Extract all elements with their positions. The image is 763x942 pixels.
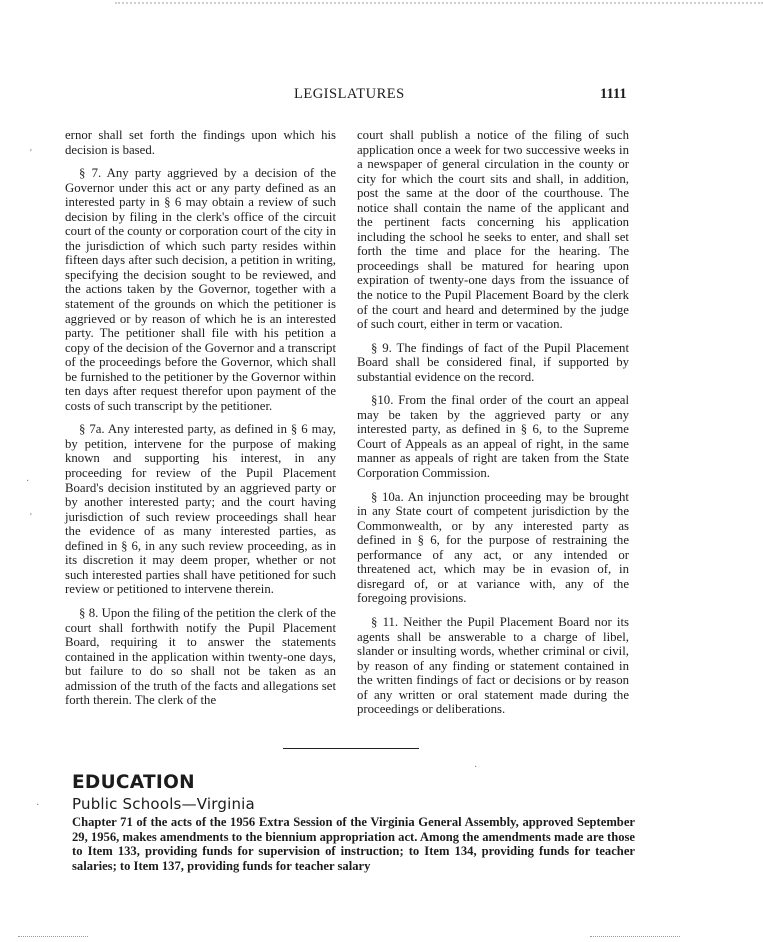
bottom-scan-mark xyxy=(590,936,680,937)
section-heading: EDUCATION xyxy=(72,772,195,793)
left-column xyxy=(65,128,336,717)
paragraph-section-10: §10. From the final order of the court an appeal may be taken by the aggrieved party or any interested party, as defined in § 6, to the Supreme Court of Appeals as an appeal of right, in the same manner as appeals of right are taken from the State Corporation Commission. xyxy=(357,393,629,481)
margin-speck: · xyxy=(474,762,478,773)
section-subheading: Public Schools—Virginia xyxy=(72,795,255,813)
paragraph-section-7a: § 7a. Any interested party, as defined in § 6 may, by petition, intervene for the purpose of making known and supporting his interest, in any proceeding for review of the Pupil Placement Board's decision instituted by an aggrieved party or by another interested party; and the court having jurisdiction of such review proceedings shall hear the evidence of as many interested parties, as defined in § 6, in any such review proceeding, as in its discretion it may deem proper, whether or not such interested parties shall have petitioned for such review or petitioned to intervene therein. xyxy=(65,422,336,597)
running-title: LEGISLATURES xyxy=(294,86,405,102)
paragraph-section-7: § 7. Any party aggrieved by a decision of the Governor under this act or any party defined as an interested party in § 6 may obtain a review of such decision by filing in the clerk's office of the circuit court of the county or corporation court of the city in the jurisdiction of which such party resides within fifteen days after such decision, a petition in writing, specifying the decision sought to be reviewed, and the actions taken by the Governor, together with a statement of the grounds on which the petitioner is aggrieved or by reason of which he is an interested party. The petitioner shall file with his petition a copy of the decision of the Governor and a transcript of the proceedings before the Governor, which shall be furnished to the petitioner by the Governor within ten days after request therefor upon payment of the costs of such transcript by the petitioner. xyxy=(65,166,336,413)
paragraph-section-8: § 8. Upon the filing of the petition the clerk of the court shall forthwith notify the Pupil Placement Board, requiring it to answer the statements contained in the application within twenty-one days, but failure to do so shall not be taken as an admission of the truth of the facts and allegations set forth therein. The clerk of the xyxy=(65,605,336,708)
bottom-scan-mark xyxy=(18,936,88,937)
running-header xyxy=(0,86,763,104)
paragraph-continued: ernor shall set forth the findings upon which his decision is based. xyxy=(65,128,336,157)
paragraph-section-11: § 11. Neither the Pupil Placement Board nor its agents shall be answerable to a charge of libel, slander or insulting words, whether criminal or civil, by reason of any finding or statement contained in the written findings of fact or decisions or by reason of any written or oral statement made during the proceedings or deliberations. xyxy=(357,614,629,717)
chapter-summary: Chapter 71 of the acts of the 1956 Extra Session of the Virginia General Assembly, approved September 29, 1956, makes amendments to the biennium appropriation act. Among the amendments made are those to Item 133, providing funds for supervision of instruction; to Item 134, providing funds for teacher salaries; to Item 137, providing funds for teacher salary xyxy=(72,815,635,873)
right-column xyxy=(357,128,629,726)
margin-speck: ' xyxy=(30,512,32,523)
page-number: 1111 xyxy=(600,86,627,102)
section-divider xyxy=(283,748,419,749)
margin-speck: · xyxy=(36,800,40,811)
margin-speck: ' xyxy=(30,148,32,159)
paragraph-section-9: § 9. The findings of fact of the Pupil Placement Board shall be considered final, if supported by substantial evidence on the record. xyxy=(357,340,629,384)
top-edge-dots xyxy=(115,2,763,4)
paragraph-continued-right: court shall publish a notice of the filing of such application once a week for two successive weeks in a newspaper of general circulation in the county or city for which the court sits and shall, in addition, post the same at the door of the courthouse. The notice shall contain the name of the applicant and the pertinent facts concerning his application including the school he seeks to enter, and shall set forth the time and place for the hearing. The proceedings shall be matured for hearing upon expiration of twenty-one days from the issuance of the notice to the Pupil Placement Board by the clerk of the court and heard and determined by the judge of such court, either in term or vacation. xyxy=(357,128,629,332)
margin-speck: · xyxy=(26,476,30,487)
paragraph-section-10a: § 10a. An injunction proceeding may be brought in any State court of competent jurisdiction by the Commonwealth, or by any interested party as defined in § 6, for the purpose of restraining the performance of any act, or any intended or threatened act, which may be in evasion of, in disregard of, or at variance with, any of the foregoing provisions. xyxy=(357,489,629,606)
